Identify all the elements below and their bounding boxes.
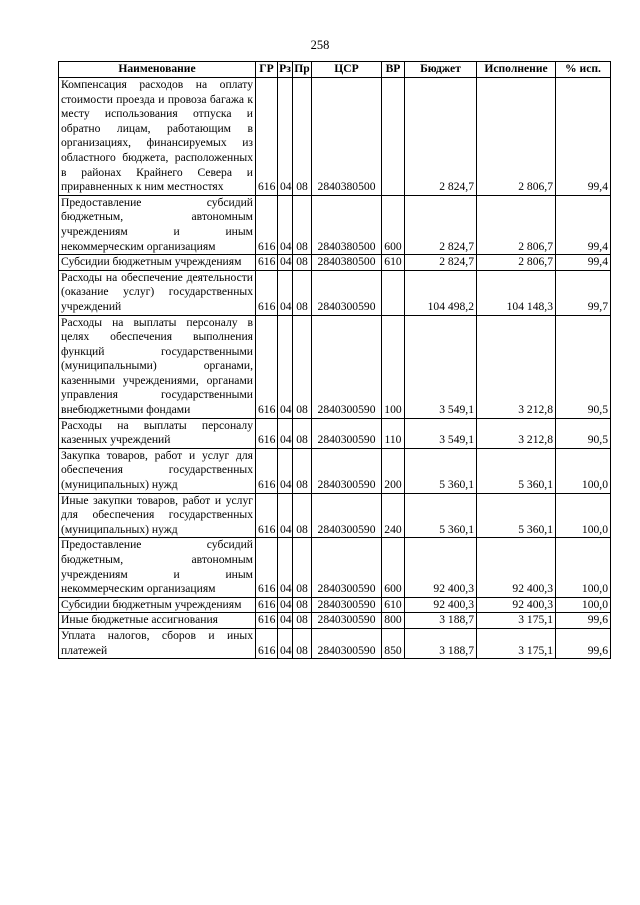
cell-gr: 616 xyxy=(256,270,278,315)
cell-percent: 100,0 xyxy=(556,493,611,538)
cell-execution: 3 175,1 xyxy=(477,628,556,658)
cell-name: Расходы на выплаты персоналу казенных учреждений xyxy=(59,418,256,448)
cell-gr: 616 xyxy=(256,418,278,448)
header-gr: ГР xyxy=(256,62,278,78)
cell-csr: 2840300590 xyxy=(312,448,382,493)
cell-execution: 104 148,3 xyxy=(477,270,556,315)
cell-percent: 99,4 xyxy=(556,78,611,196)
cell-percent: 90,5 xyxy=(556,315,611,418)
cell-csr: 2840300590 xyxy=(312,538,382,597)
table-row xyxy=(59,538,611,597)
cell-budget: 92 400,3 xyxy=(405,538,477,597)
cell-name: Предоставление субсидий бюджетным, автономным учреждениям и иным некоммерческим организациям xyxy=(59,195,256,254)
cell-budget: 3 188,7 xyxy=(405,628,477,658)
table-row xyxy=(59,613,611,629)
cell-execution: 3 175,1 xyxy=(477,613,556,629)
cell-name: Предоставление субсидий бюджетным, автономным учреждениям и иным некоммерческим организациям xyxy=(59,538,256,597)
cell-execution: 3 212,8 xyxy=(477,418,556,448)
cell-budget: 5 360,1 xyxy=(405,448,477,493)
cell-rz: 04 xyxy=(278,613,293,629)
cell-execution: 2 806,7 xyxy=(477,195,556,254)
cell-pr: 08 xyxy=(293,255,312,271)
table-row xyxy=(59,448,611,493)
cell-rz: 04 xyxy=(278,448,293,493)
cell-vr: 600 xyxy=(382,538,405,597)
cell-vr: 240 xyxy=(382,493,405,538)
cell-budget: 5 360,1 xyxy=(405,493,477,538)
cell-percent: 99,4 xyxy=(556,255,611,271)
cell-pr: 08 xyxy=(293,270,312,315)
cell-rz: 04 xyxy=(278,597,293,613)
table-row xyxy=(59,195,611,254)
cell-name: Расходы на выплаты персоналу в целях обеспечения выполнения функций государственными (муниципальными) органами, казенными учреждениями, органами управления государственными внебюджетными фондами xyxy=(59,315,256,418)
cell-csr: 2840300590 xyxy=(312,418,382,448)
header-csr: ЦСР xyxy=(312,62,382,78)
cell-budget: 2 824,7 xyxy=(405,255,477,271)
cell-csr: 2840300590 xyxy=(312,315,382,418)
cell-percent: 99,6 xyxy=(556,628,611,658)
cell-pr: 08 xyxy=(293,448,312,493)
cell-pr: 08 xyxy=(293,538,312,597)
cell-pr: 08 xyxy=(293,597,312,613)
table-row xyxy=(59,628,611,658)
cell-csr: 2840380500 xyxy=(312,78,382,196)
table-row xyxy=(59,255,611,271)
cell-budget: 92 400,3 xyxy=(405,597,477,613)
cell-pr: 08 xyxy=(293,493,312,538)
cell-vr: 610 xyxy=(382,597,405,613)
cell-gr: 616 xyxy=(256,78,278,196)
cell-name: Расходы на обеспечение деятельности (оказание услуг) государственных учреждений xyxy=(59,270,256,315)
cell-percent: 90,5 xyxy=(556,418,611,448)
cell-pr: 08 xyxy=(293,628,312,658)
cell-percent: 100,0 xyxy=(556,448,611,493)
cell-name: Субсидии бюджетным учреждениям xyxy=(59,255,256,271)
cell-rz: 04 xyxy=(278,255,293,271)
cell-rz: 04 xyxy=(278,195,293,254)
cell-pr: 08 xyxy=(293,418,312,448)
header-pr: Пр xyxy=(293,62,312,78)
cell-gr: 616 xyxy=(256,538,278,597)
cell-csr: 2840300590 xyxy=(312,628,382,658)
cell-execution: 3 212,8 xyxy=(477,315,556,418)
cell-vr: 800 xyxy=(382,613,405,629)
cell-rz: 04 xyxy=(278,418,293,448)
table-row xyxy=(59,597,611,613)
cell-gr: 616 xyxy=(256,255,278,271)
header-rz: Рз xyxy=(278,62,293,78)
cell-csr: 2840300590 xyxy=(312,597,382,613)
header-vr: ВР xyxy=(382,62,405,78)
cell-budget: 2 824,7 xyxy=(405,78,477,196)
cell-name: Компенсация расходов на оплату стоимости проезда и провоза багажа к месту использования отпуска и обратно лицам, работающим в организациях, финансируемых из областного бюджета, расположенных в районах Крайнего Севера и приравненных к ним местностях xyxy=(59,78,256,196)
cell-pr: 08 xyxy=(293,315,312,418)
cell-gr: 616 xyxy=(256,195,278,254)
cell-execution: 5 360,1 xyxy=(477,448,556,493)
cell-rz: 04 xyxy=(278,315,293,418)
cell-csr: 2840300590 xyxy=(312,613,382,629)
cell-vr: 200 xyxy=(382,448,405,493)
cell-vr: 850 xyxy=(382,628,405,658)
header-budget: Бюджет xyxy=(405,62,477,78)
cell-pr: 08 xyxy=(293,78,312,196)
cell-name: Уплата налогов, сборов и иных платежей xyxy=(59,628,256,658)
cell-vr: 100 xyxy=(382,315,405,418)
cell-name: Иные бюджетные ассигнования xyxy=(59,613,256,629)
header-execution: Исполнение xyxy=(477,62,556,78)
page-number: 258 xyxy=(310,38,330,52)
cell-rz: 04 xyxy=(278,493,293,538)
cell-vr: 600 xyxy=(382,195,405,254)
cell-execution: 92 400,3 xyxy=(477,538,556,597)
cell-csr: 2840380500 xyxy=(312,195,382,254)
header-row xyxy=(59,62,611,78)
cell-vr xyxy=(382,78,405,196)
table-row xyxy=(59,78,611,196)
cell-gr: 616 xyxy=(256,628,278,658)
cell-execution: 2 806,7 xyxy=(477,255,556,271)
cell-name: Иные закупки товаров, работ и услуг для обеспечения государственных (муниципальных) нужд xyxy=(59,493,256,538)
budget-table xyxy=(58,61,611,659)
cell-gr: 616 xyxy=(256,448,278,493)
cell-csr: 2840380500 xyxy=(312,255,382,271)
cell-budget: 3 188,7 xyxy=(405,613,477,629)
cell-execution: 92 400,3 xyxy=(477,597,556,613)
cell-rz: 04 xyxy=(278,78,293,196)
table-row xyxy=(59,315,611,418)
cell-vr: 610 xyxy=(382,255,405,271)
cell-rz: 04 xyxy=(278,628,293,658)
cell-vr: 110 xyxy=(382,418,405,448)
table-row xyxy=(59,270,611,315)
table-row xyxy=(59,418,611,448)
header-name: Наименование xyxy=(59,62,256,78)
cell-budget: 3 549,1 xyxy=(405,315,477,418)
cell-vr xyxy=(382,270,405,315)
cell-percent: 99,4 xyxy=(556,195,611,254)
cell-execution: 2 806,7 xyxy=(477,78,556,196)
cell-gr: 616 xyxy=(256,613,278,629)
cell-csr: 2840300590 xyxy=(312,493,382,538)
cell-name: Субсидии бюджетным учреждениям xyxy=(59,597,256,613)
cell-budget: 2 824,7 xyxy=(405,195,477,254)
cell-name: Закупка товаров, работ и услуг для обеспечения государственных (муниципальных) нужд xyxy=(59,448,256,493)
header-percent: % исп. xyxy=(556,62,611,78)
cell-budget: 104 498,2 xyxy=(405,270,477,315)
cell-csr: 2840300590 xyxy=(312,270,382,315)
cell-gr: 616 xyxy=(256,597,278,613)
cell-percent: 100,0 xyxy=(556,538,611,597)
cell-percent: 100,0 xyxy=(556,597,611,613)
cell-percent: 99,7 xyxy=(556,270,611,315)
cell-gr: 616 xyxy=(256,315,278,418)
cell-pr: 08 xyxy=(293,195,312,254)
cell-rz: 04 xyxy=(278,538,293,597)
cell-budget: 3 549,1 xyxy=(405,418,477,448)
cell-percent: 99,6 xyxy=(556,613,611,629)
cell-rz: 04 xyxy=(278,270,293,315)
cell-pr: 08 xyxy=(293,613,312,629)
cell-gr: 616 xyxy=(256,493,278,538)
cell-execution: 5 360,1 xyxy=(477,493,556,538)
table-row xyxy=(59,493,611,538)
